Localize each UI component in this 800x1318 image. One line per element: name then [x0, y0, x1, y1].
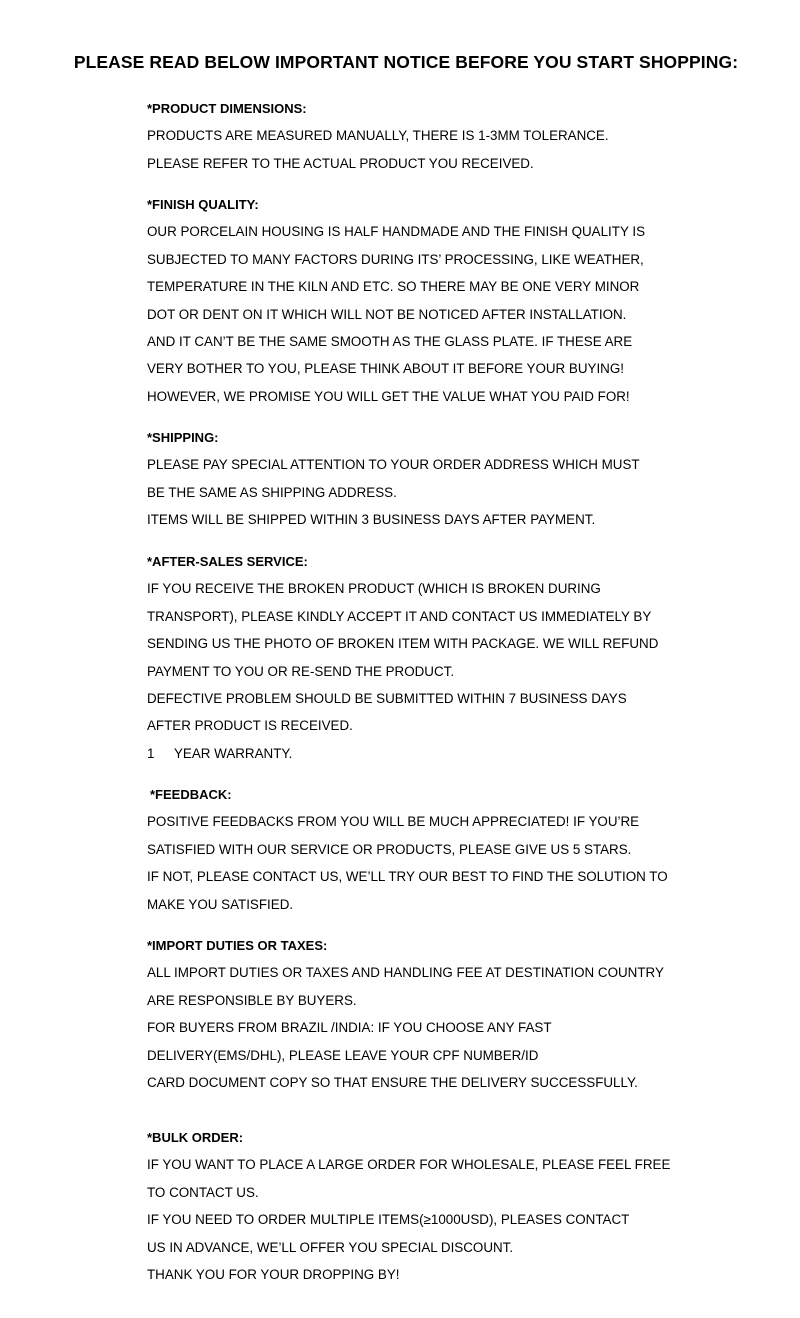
text-line: ARE RESPONSIBLE BY BUYERS.: [147, 992, 357, 1008]
text-line: CARD DOCUMENT COPY SO THAT ENSURE THE DELIVERY SUCCESSFULLY.: [147, 1074, 638, 1090]
warranty-number: 1: [147, 745, 155, 761]
section-after-sales: [147, 548, 787, 767]
text-line: FOR BUYERS FROM BRAZIL /INDIA: IF YOU CHOOSE ANY FAST: [147, 1020, 552, 1036]
text-line: IF YOU WANT TO PLACE A LARGE ORDER FOR WHOLESALE, PLEASE FEEL FREE: [147, 1157, 671, 1173]
section-finish-quality: [147, 191, 787, 410]
page-title: PLEASE READ BELOW IMPORTANT NOTICE BEFORE YOU START SHOPPING:: [73, 52, 739, 72]
section-heading: *FINISH QUALITY:: [147, 197, 259, 212]
section-bulk-order: [147, 1124, 787, 1288]
warranty-line: [147, 740, 787, 767]
text-line: TRANSPORT), PLEASE KINDLY ACCEPT IT AND CONTACT US IMMEDIATELY BY: [147, 608, 652, 624]
section-heading: *IMPORT DUTIES OR TAXES:: [147, 938, 328, 953]
text-line: BE THE SAME AS SHIPPING ADDRESS.: [147, 484, 397, 500]
text-line: US IN ADVANCE, WE’LL OFFER YOU SPECIAL DISCOUNT.: [147, 1239, 514, 1255]
text-line: DOT OR DENT ON IT WHICH WILL NOT BE NOTICED AFTER INSTALLATION.: [147, 306, 627, 322]
text-line: PLEASE REFER TO THE ACTUAL PRODUCT YOU RECEIVED.: [147, 155, 534, 171]
section-import-duties: [147, 932, 787, 1096]
text-line: HOWEVER, WE PROMISE YOU WILL GET THE VALUE WHAT YOU PAID FOR!: [147, 388, 630, 404]
warranty-text: YEAR WARRANTY.: [174, 745, 293, 761]
text-line: AFTER PRODUCT IS RECEIVED.: [147, 718, 353, 734]
text-line: MAKE YOU SATISFIED.: [147, 896, 294, 912]
text-line: PLEASE PAY SPECIAL ATTENTION TO YOUR ORDER ADDRESS WHICH MUST: [147, 457, 640, 473]
text-line: TEMPERATURE IN THE KILN AND ETC. SO THERE MAY BE ONE VERY MINOR: [147, 279, 640, 295]
text-line: SATISFIED WITH OUR SERVICE OR PRODUCTS, PLEASE GIVE US 5 STARS.: [147, 841, 632, 857]
text-line: ITEMS WILL BE SHIPPED WITHIN 3 BUSINESS DAYS AFTER PAYMENT.: [147, 512, 596, 528]
section-product-dimensions: [147, 95, 787, 177]
section-heading: *PRODUCT DIMENSIONS:: [147, 101, 307, 116]
text-line: VERY BOTHER TO YOU, PLEASE THINK ABOUT IT BEFORE YOUR BUYING!: [147, 361, 624, 377]
text-line: DEFECTIVE PROBLEM SHOULD BE SUBMITTED WITHIN 7 BUSINESS DAYS: [147, 690, 627, 706]
text-line: IF YOU RECEIVE THE BROKEN PRODUCT (WHICH IS BROKEN DURING: [147, 581, 601, 597]
section-heading: *FEEDBACK:: [150, 787, 232, 802]
section-shipping: [147, 424, 787, 534]
section-feedback: [147, 781, 787, 918]
text-line: TO CONTACT US.: [147, 1184, 259, 1200]
text-line: POSITIVE FEEDBACKS FROM YOU WILL BE MUCH APPRECIATED! IF YOU’RE: [147, 814, 640, 830]
text-line: IF NOT, PLEASE CONTACT US, WE’LL TRY OUR BEST TO FIND THE SOLUTION TO: [147, 869, 668, 885]
text-line: AND IT CAN’T BE THE SAME SMOOTH AS THE GLASS PLATE. IF THESE ARE: [147, 333, 633, 349]
text-line: ALL IMPORT DUTIES OR TAXES AND HANDLING FEE AT DESTINATION COUNTRY: [147, 965, 664, 981]
text-line: DELIVERY(EMS/DHL), PLEASE LEAVE YOUR CPF NUMBER/ID: [147, 1047, 539, 1063]
text-line: THANK YOU FOR YOUR DROPPING BY!: [147, 1266, 400, 1282]
text-line: PRODUCTS ARE MEASURED MANUALLY, THERE IS 1-3MM TOLERANCE.: [147, 128, 609, 144]
section-heading: *SHIPPING:: [147, 430, 219, 445]
text-line: OUR PORCELAIN HOUSING IS HALF HANDMADE AND THE FINISH QUALITY IS: [147, 224, 646, 240]
text-line: PAYMENT TO YOU OR RE-SEND THE PRODUCT.: [147, 663, 455, 679]
text-line: SUBJECTED TO MANY FACTORS DURING ITS’ PROCESSING, LIKE WEATHER,: [147, 251, 644, 267]
text-line: SENDING US THE PHOTO OF BROKEN ITEM WITH PACKAGE. WE WILL REFUND: [147, 636, 659, 652]
section-heading: *BULK ORDER:: [147, 1130, 244, 1145]
section-heading: *AFTER-SALES SERVICE:: [147, 554, 308, 569]
text-line: IF YOU NEED TO ORDER MULTIPLE ITEMS(≥1000USD), PLEASES CONTACT: [147, 1212, 630, 1228]
